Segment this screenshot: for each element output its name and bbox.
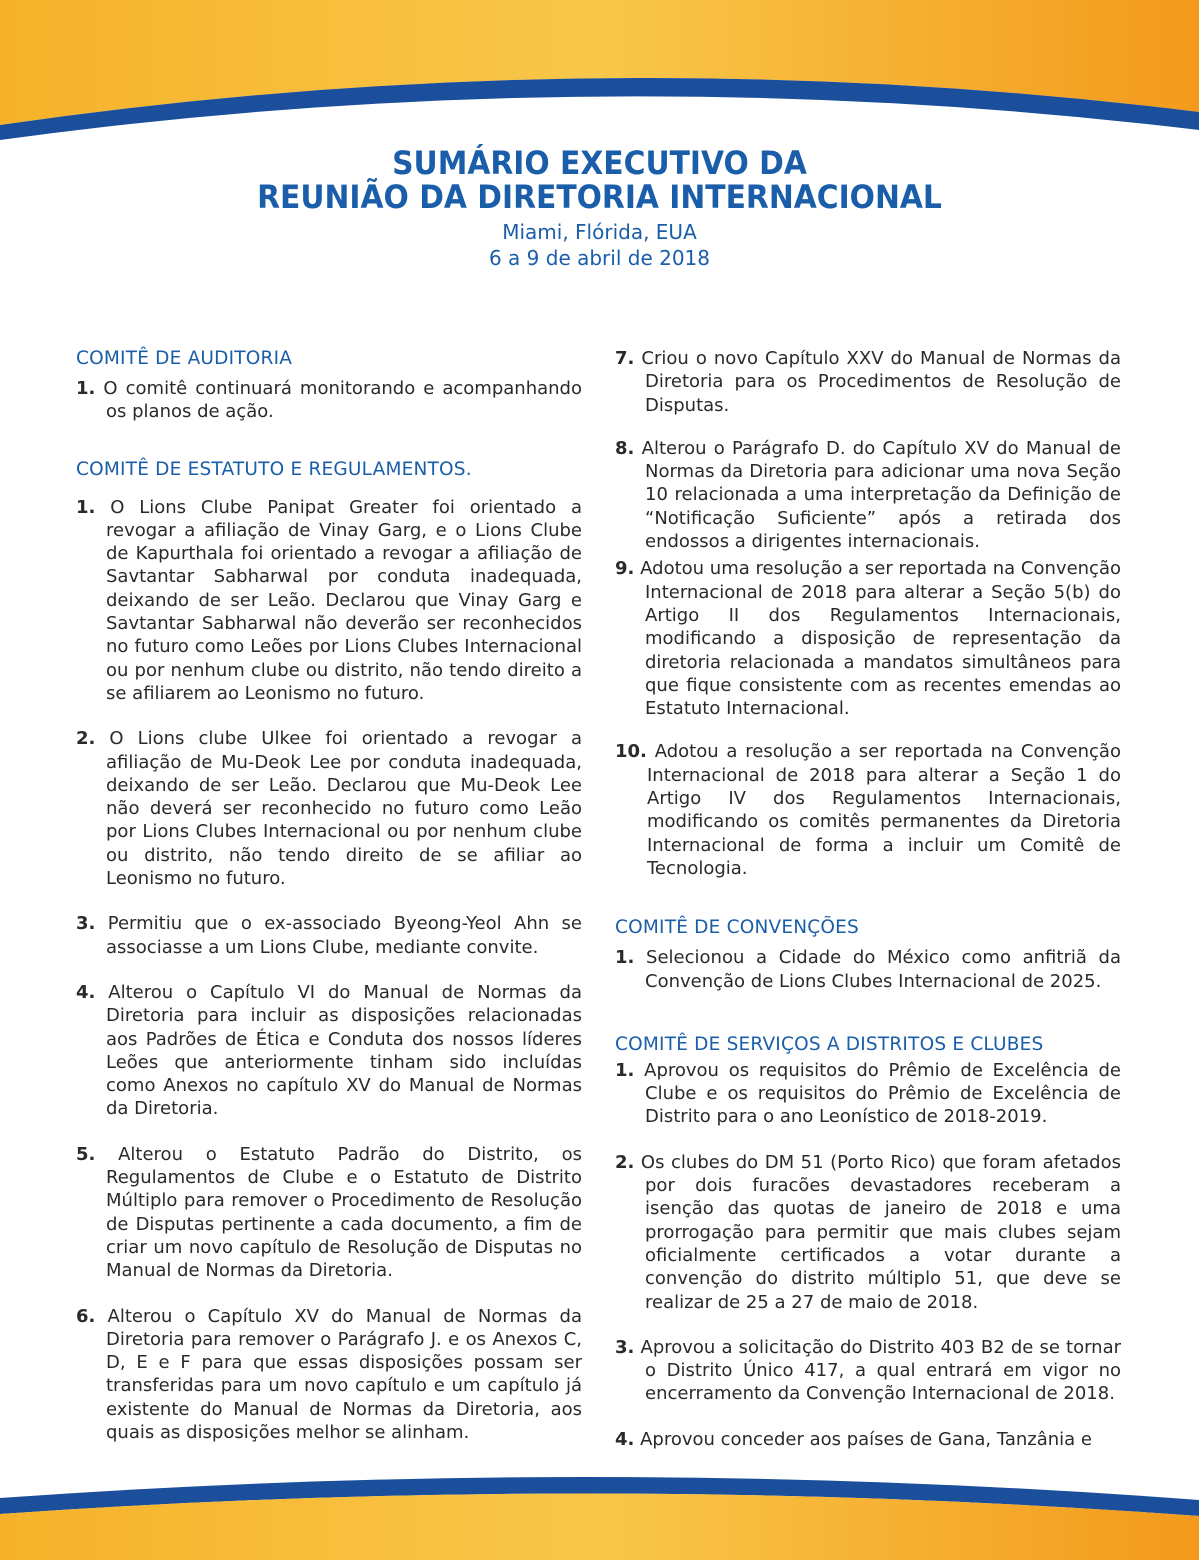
- list-item: [615, 1428, 1121, 1451]
- item-number: 8.: [615, 437, 635, 459]
- item-text: Adotou uma resolução a ser reportada na Convenção Internacional de 2018 para alterar a Seção 5(b) do Artigo II dos Regulamentos Internacionais, modificando a disposição de representação da diretoria relacionada a mandatos simultâneos para que fique consistente com as recentes emendas ao Estatuto Internacional.: [640, 558, 1121, 720]
- list-item: [76, 1305, 582, 1445]
- item-number: 1.: [76, 378, 96, 399]
- item-number: 5.: [76, 1143, 96, 1165]
- item-text: Adotou a resolução a ser reportada na Convenção Internacional de 2018 para alterar a Seção 1 do Artigo IV dos Regulamentos Internacionais, modificando os comitês permanentes da Diretoria Internacional de forma a incluir um Comitê de Tecnologia.: [647, 741, 1121, 879]
- item-text: Aprovou conceder aos países de Gana, Tanzânia e: [640, 1428, 1092, 1450]
- item-number: 9.: [615, 558, 635, 580]
- heading-convencoes: COMITÊ DE CONVENÇÕES: [615, 917, 859, 939]
- item-number: 1.: [615, 1059, 635, 1081]
- list-item: [76, 981, 582, 1121]
- list-item: [76, 727, 582, 890]
- list-item: [615, 1151, 1121, 1314]
- list-item: [76, 496, 582, 706]
- list-item: [615, 1059, 1121, 1129]
- item-text: O Lions Clube Panipat Greater foi orientado a revogar a afiliação de Vinay Garg, e o Lions Clube de Kapurthala foi orientado a revogar a afiliação de Savtantar Sabharwal por conduta inadequada, deixando de ser Leão. Declarou que Vinay Garg e Savtantar Sabharwal não deverão ser reconhecidos no futuro como Leões por Lions Clubes Internacional ou por nenhum clube ou distrito, não tendo direito a se afiliarem ao Leonismo no futuro.: [106, 496, 582, 704]
- list-item: [76, 1143, 582, 1283]
- list-item: [615, 740, 1121, 880]
- meeting-location: Miami, Flórida, EUA: [502, 220, 697, 244]
- list-item: [615, 437, 1121, 553]
- list-item: [76, 377, 582, 424]
- top-banner: [0, 0, 1199, 150]
- item-text: Aprovou a solicitação do Distrito 403 B2 de se tornar o Distrito Único 417, a qual entrará em vigor no encerramento da Convenção Internacional de 2018.: [640, 1336, 1121, 1405]
- item-text: Criou o novo Capítulo XXV do Manual de Normas da Diretoria para os Procedimentos de Resolução de Disputas.: [641, 348, 1121, 416]
- item-text: O Lions clube Ulkee foi orientado a revogar a afiliação de Mu-Deok Lee por conduta inadequada, deixando de ser Leão. Declarou que Mu-Deok Lee não deverá ser reconhecido no futuro como Leão por Lions Clubes Internacional ou por nenhum clube ou distrito, não tendo direito de se afiliar ao Leonismo no futuro.: [106, 728, 582, 890]
- list-item: [615, 347, 1121, 417]
- item-number: 2.: [76, 728, 96, 750]
- item-text: Selecionou a Cidade do México como anfitriã da Convenção de Lions Clubes Internacional de 2025.: [645, 947, 1121, 992]
- item-text: Alterou o Parágrafo D. do Capítulo XV do Manual de Normas da Diretoria para adicionar uma nova Seção 10 relacionada a uma interpretação da Definição de “Notificação Suficiente” após a retirada dos endossos a dirigentes internacionais.: [641, 437, 1121, 553]
- bottom-banner: [0, 1450, 1199, 1560]
- item-text: Os clubes do DM 51 (Porto Rico) que foram afetados por dois furacões devastadores receberam a isenção das quotas de janeiro de 2018 e uma prorrogação para permitir que mais clubes sejam oficialmente certificados a votar durante a convenção do distrito múltiplo 51, que deve se realizar de 25 a 27 de maio de 2018.: [640, 1151, 1121, 1313]
- title-line-2: REUNIÃO DA DIRETORIA INTERNACIONAL: [257, 178, 942, 216]
- item-number: 6.: [76, 1305, 96, 1327]
- heading-servicos: COMITÊ DE SERVIÇOS A DISTRITOS E CLUBES: [615, 1033, 1044, 1055]
- right-column: [615, 347, 1121, 1451]
- list-item: [76, 912, 582, 959]
- item-text: Aprovou os requisitos do Prêmio de Excelência de Clube e os requisitos do Prêmio de Excelência de Distrito para o ano Leonístico de 2018-2019.: [644, 1059, 1121, 1128]
- item-text: Alterou o Capítulo VI do Manual de Normas da Diretoria para incluir as disposições relacionadas aos Padrões de Ética e Conduta dos nossos líderes Leões que anteriormente tinham sido incluídas como Anexos no capítulo XV do Manual de Normas da Diretoria.: [106, 981, 582, 1120]
- item-text: Alterou o Capítulo XV do Manual de Normas da Diretoria para remover o Parágrafo J. e os Anexos C, D, E e F para que essas disposições possam ser transferidas para um novo capítulo e um capítulo já existente do Manual de Normas da Diretoria, aos quais as disposições melhor se alinham.: [106, 1305, 582, 1443]
- item-number: 10.: [615, 741, 647, 763]
- item-text: Permitiu que o ex-associado Byeong-Yeol Ahn se associasse a um Lions Clube, mediante convite.: [106, 913, 582, 958]
- item-number: 2.: [615, 1151, 635, 1173]
- item-text: O comitê continuará monitorando e acompanhando os planos de ação.: [103, 378, 582, 423]
- item-number: 7.: [615, 348, 635, 369]
- list-item: [615, 946, 1121, 993]
- item-number: 1.: [76, 496, 96, 518]
- list-item: [615, 557, 1121, 720]
- item-number: 4.: [615, 1428, 635, 1450]
- left-column: [76, 347, 582, 1444]
- item-number: 3.: [76, 913, 96, 935]
- heading-auditoria: COMITÊ DE AUDITORIA: [76, 348, 293, 369]
- item-number: 4.: [76, 981, 96, 1003]
- item-number: 3.: [615, 1336, 635, 1358]
- heading-estatuto: COMITÊ DE ESTATUTO E REGULAMENTOS.: [76, 458, 472, 480]
- item-number: 1.: [615, 947, 635, 969]
- meeting-dates: 6 a 9 de abril de 2018: [488, 246, 711, 270]
- item-text: Alterou o Estatuto Padrão do Distrito, os Regulamentos de Clube e o Estatuto de Distrito Múltiplo para remover o Procedimento de Resolução de Disputas pertinente a cada documento, a fim de criar um novo capítulo de Resolução de Disputas no Manual de Normas da Diretoria.: [106, 1143, 582, 1282]
- document-header: [0, 146, 1199, 271]
- title-line-1: SUMÁRIO EXECUTIVO DA: [392, 144, 807, 182]
- list-item: [615, 1336, 1121, 1406]
